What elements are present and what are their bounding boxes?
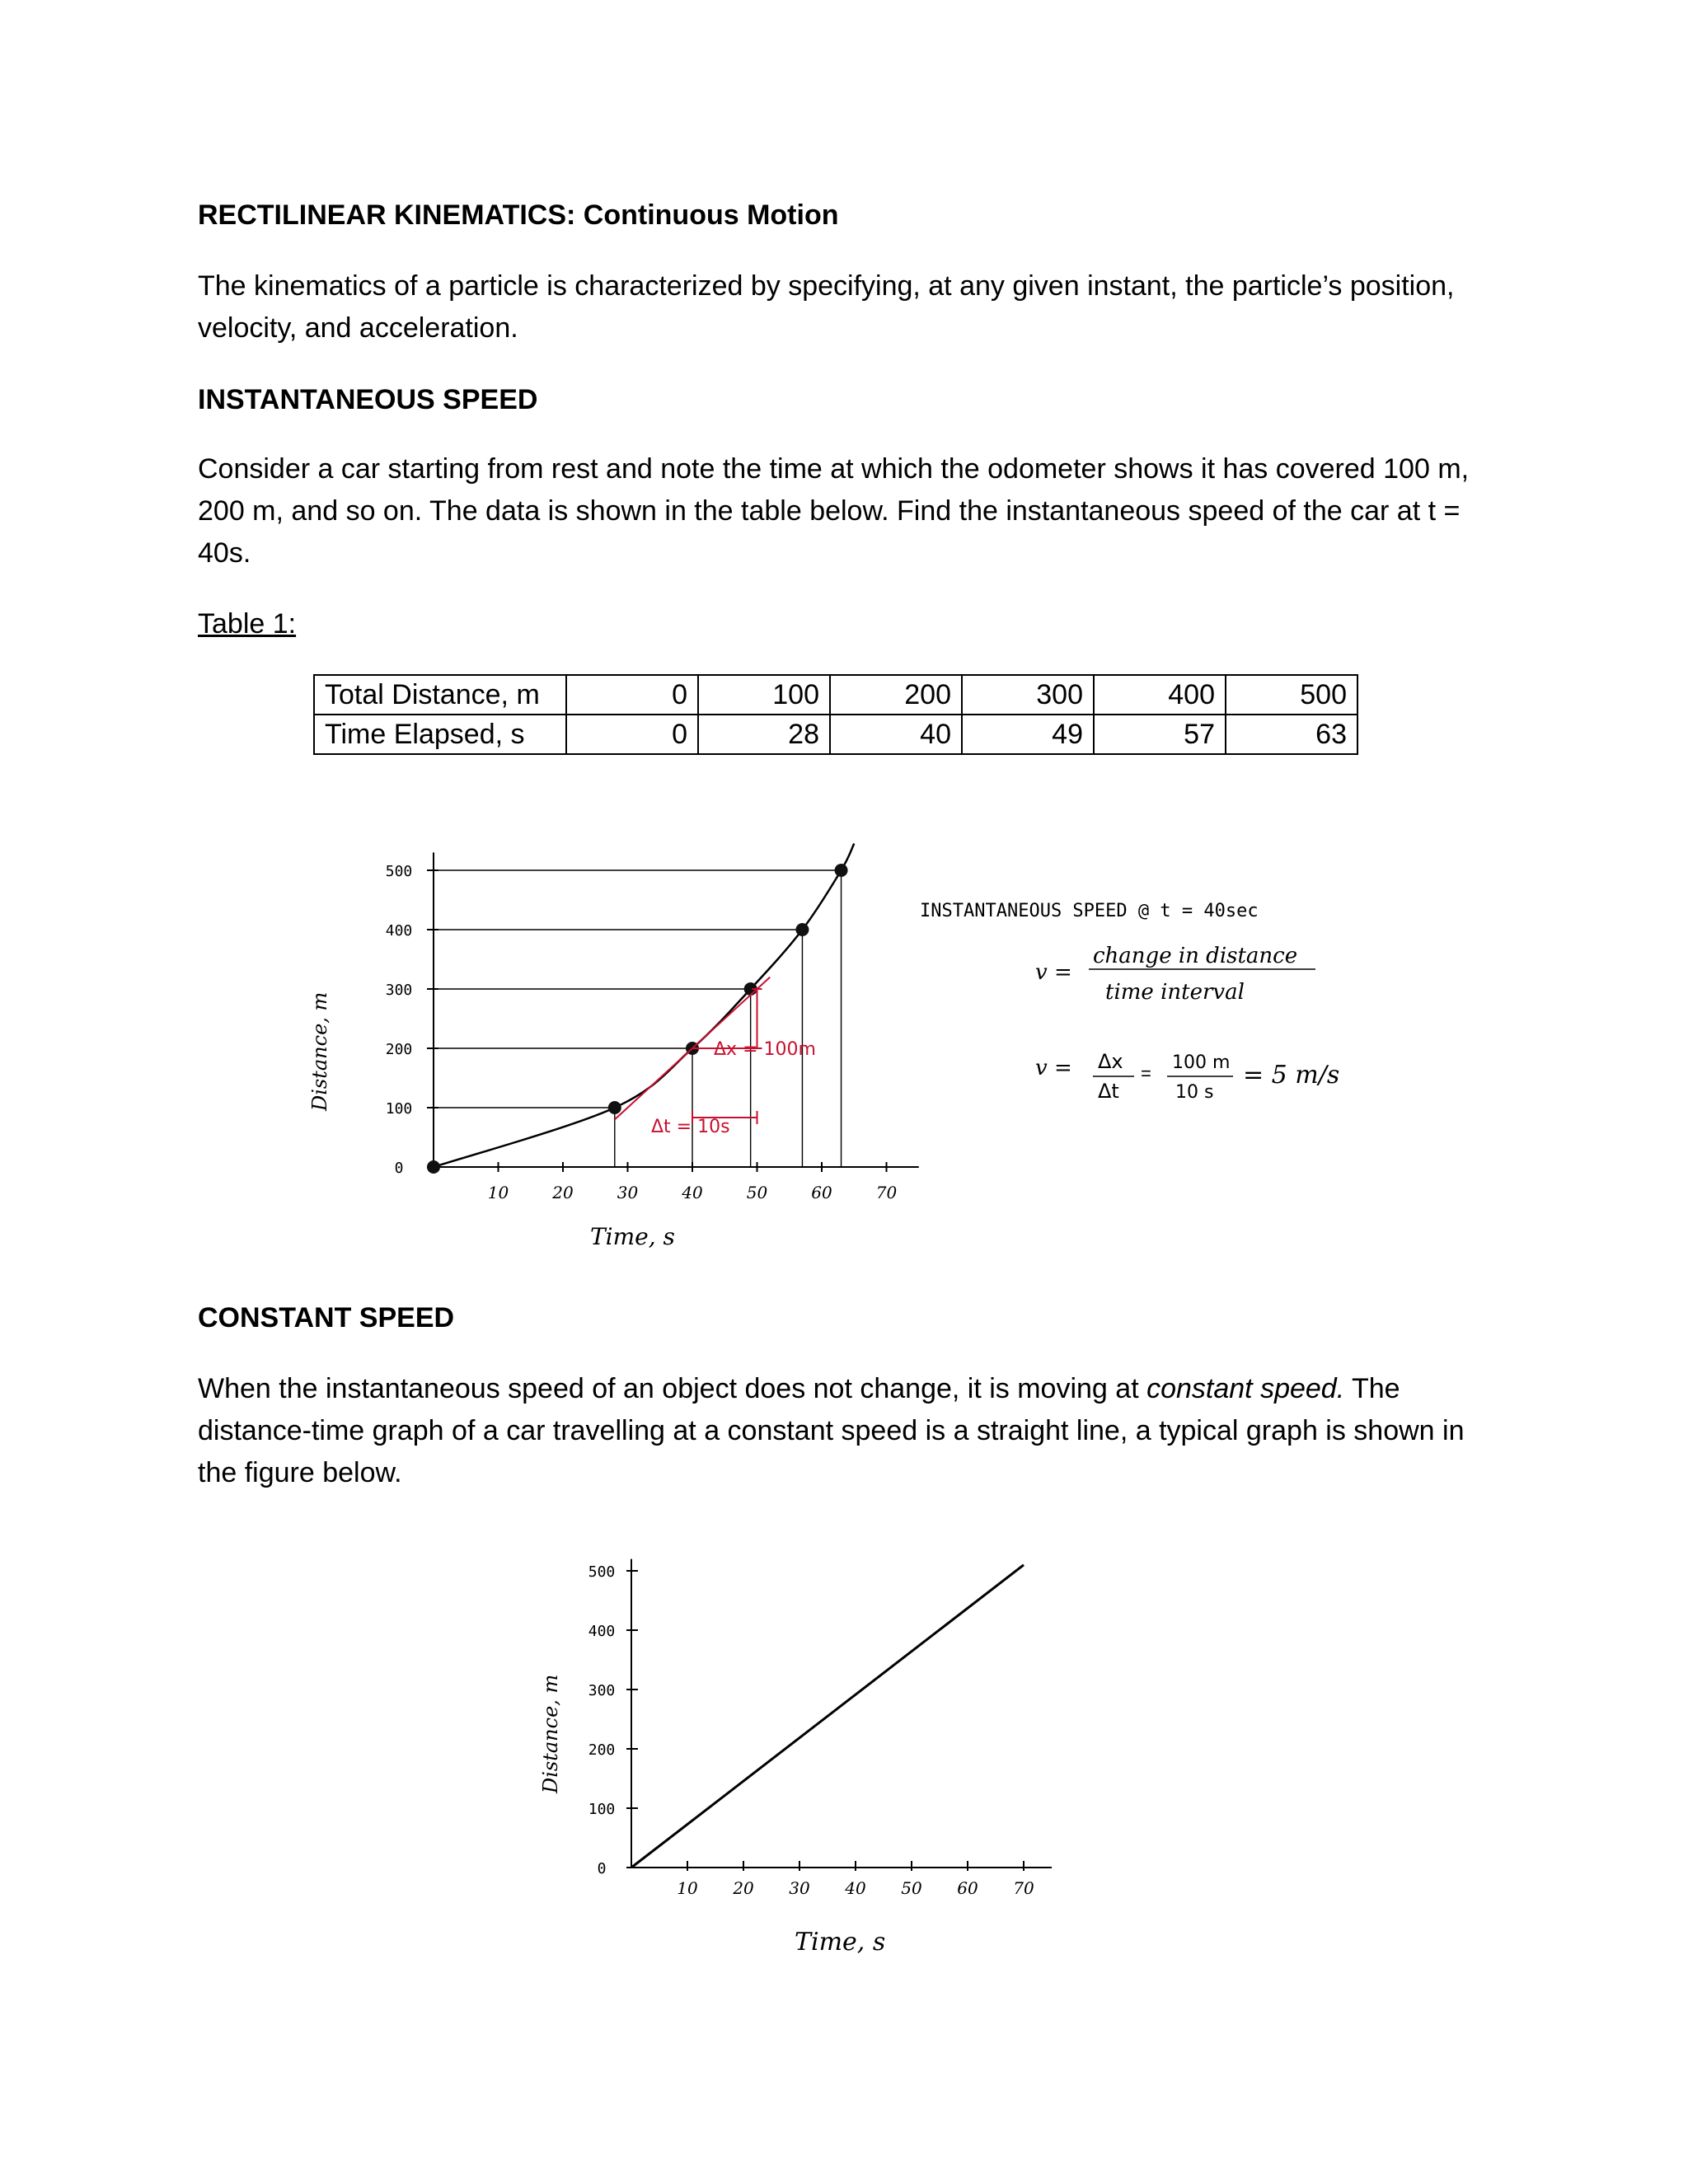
figure1-data-point [608,1101,621,1114]
figure2-y-tick-label: 500 [588,1563,616,1581]
figure2-y-tick-label: 400 [588,1623,616,1640]
figure1-x-tick-label: 60 [811,1183,832,1202]
figure1-y-axis-label: Distance, m [308,991,331,1111]
figure1-x-tick-label: 40 [682,1183,703,1202]
figure1-y-tick-label: 300 [385,982,413,999]
figure2-x-tick-label: 60 [957,1878,978,1898]
figure1-x-tick-labels [488,1183,898,1202]
figure1-y-tick-label: 0 [394,1160,404,1177]
constant-speed-paragraph [198,1368,1492,1494]
figure1-y-tick-labels [386,863,413,1177]
table-cell: 500 [1226,675,1357,715]
figure2-line-layer [631,1565,1024,1868]
figure2-x-tick-label: 50 [901,1878,922,1898]
speed-note-title: INSTANTANEOUS SPEED @ t = 40sec [920,901,1259,921]
constant-speed-heading: CONSTANT SPEED [198,1302,455,1333]
table-cell: 400 [1094,675,1226,715]
constant-text-b: The distance-time graph of a car travelling at a constant speed is a straight line, a typical graph is shown in the figure below. [198,1373,1465,1488]
calc-denominator-value: 10 s [1175,1082,1214,1103]
calc-numerator: Δx [1098,1050,1123,1073]
table-cell: 28 [698,715,830,754]
figure2-y-tick-label: 100 [588,1801,616,1818]
figure2-x-tick-label: 40 [845,1878,866,1898]
figure2-distance-line [631,1565,1024,1868]
row-label-distance: Total Distance, m [314,675,566,715]
table-row [314,675,1357,715]
table-label: Table 1: [198,608,297,640]
table-cell: 300 [962,675,1094,715]
delta-x-annotation: Δx = 100m [714,1039,816,1060]
figure1-y-tick-label: 400 [385,922,413,940]
distance-time-curve-figure [302,765,1378,1271]
figure1-data-point [795,923,809,936]
figure1-y-tick-label: 500 [385,863,413,880]
figure2-y-tick-labels [588,1563,616,1877]
calc-numerator-value: 100 m [1172,1052,1231,1073]
distance-time-table [313,674,1358,755]
constant-speed-figure [532,1521,1146,1970]
figure2-x-tick-label: 30 [789,1878,810,1898]
figure2-x-tick-label: 20 [733,1878,754,1898]
figure1-points-layer [427,864,848,1174]
instantaneous-speed-heading: INSTANTANEOUS SPEED [198,384,538,415]
figure2-y-tick-label: 200 [588,1741,616,1759]
figure1-guide-lines [434,870,842,1167]
figure2-x-tick-label: 70 [1013,1878,1034,1898]
formula-denominator: time interval [1105,980,1245,1005]
figure1-data-point [427,1160,440,1174]
constant-speed-emphasis: constant speed. [1146,1373,1345,1404]
instantaneous-speed-paragraph: Consider a car starting from rest and note the time at which the odometer shows it has covered 100 m, 200 m, and so on. The data is shown in the table below. Find the instantaneous speed of the car at t = 40s. [198,453,1470,569]
figure1-y-tick-label: 100 [385,1100,413,1118]
intro-paragraph: The kinematics of a particle is characterized by specifying, at any given instant, the particle’s position, velocity, and acceleration. [198,270,1455,344]
figure2-y-tick-label: 0 [597,1860,607,1877]
figure2-y-axis-label: Distance, m [539,1674,562,1793]
row-label-time: Time Elapsed, s [314,715,566,754]
table-row [314,715,1357,754]
calc-v: v = [1035,1056,1072,1080]
figure2-svg [532,1521,1146,1970]
figure2-y-tick-label: 300 [588,1682,616,1699]
figure1-distance-curve [434,844,854,1167]
calc-result: = 5 m/s [1243,1061,1340,1090]
calc-denominator: Δt [1098,1080,1119,1103]
figure1-x-axis-label: Time, s [590,1223,675,1250]
figure1-curve-layer [434,844,854,1167]
delta-t-annotation: Δt = 10s [651,1117,730,1137]
figure1-svg [302,765,1378,1271]
table-cell: 0 [566,675,698,715]
figure1-x-tick-label: 10 [487,1183,509,1202]
figure2-x-axis-label: Time, s [795,1928,886,1957]
figure1-x-tick-label: 50 [746,1183,768,1202]
figure1-x-tick-label: 30 [617,1183,639,1202]
table-cell: 57 [1094,715,1226,754]
figure2-x-tick-labels [677,1878,1034,1898]
formula-v: v = [1035,960,1072,985]
calc-equals: = [1141,1063,1151,1084]
table-cell: 49 [962,715,1094,754]
figure1-data-point [835,864,848,877]
figure1-y-tick-label: 200 [385,1041,413,1058]
page-title: RECTILINEAR KINEMATICS: Continuous Motion [198,199,839,231]
figure2-axes [626,1559,1052,1871]
figure1-x-tick-label: 20 [552,1183,574,1202]
table-cell: 100 [698,675,830,715]
table-cell: 0 [566,715,698,754]
figure1-x-tick-label: 70 [875,1183,898,1202]
figure2-x-tick-label: 10 [677,1878,698,1898]
table-cell: 200 [830,675,962,715]
constant-text-a: When the instantaneous speed of an object does not change, it is moving at [198,1373,1147,1404]
formula-numerator: change in distance [1093,944,1298,968]
table-cell: 40 [830,715,962,754]
table-cell: 63 [1226,715,1357,754]
